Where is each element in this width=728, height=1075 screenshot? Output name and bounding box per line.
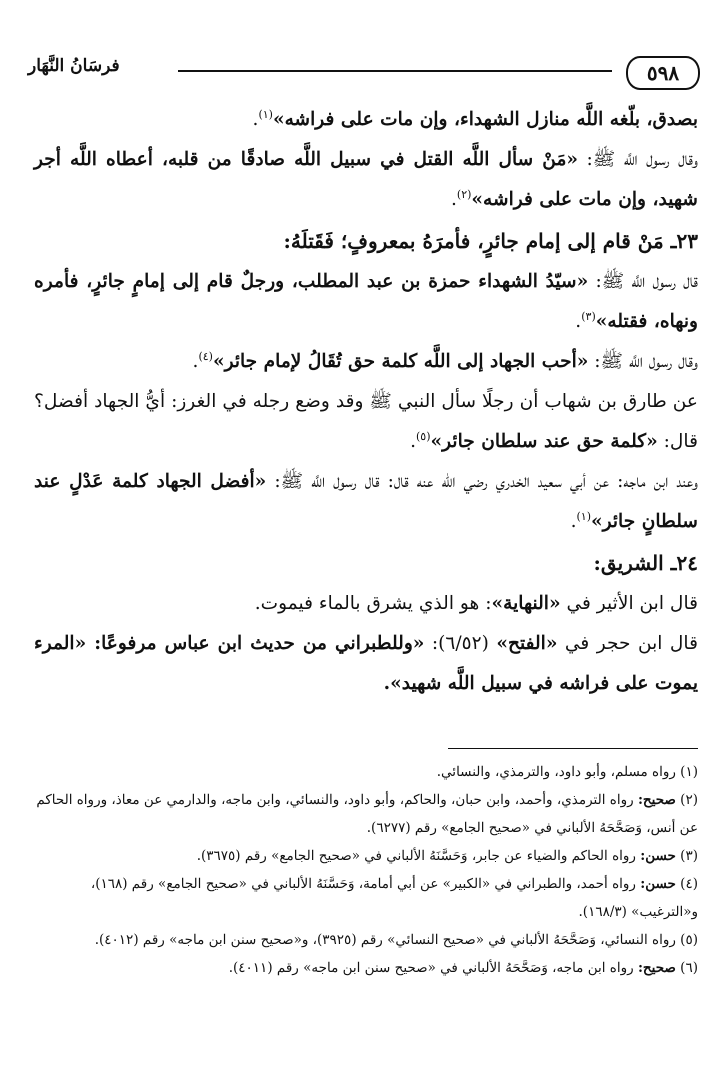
main-text <box>34 100 698 704</box>
text-run: وقال رسول اللَّه ﷺ: <box>588 351 698 372</box>
page-number-badge: ٥٩٨ <box>626 56 700 90</box>
footnote-ref: (٥) <box>416 429 431 443</box>
footnote-separator <box>448 748 698 749</box>
footnotes <box>34 758 698 982</box>
bold-text: «كلمة حق عند سلطان جائر» <box>430 431 658 452</box>
bold-text: «أفضل الجهاد كلمة عَدْلٍ عند سلطانٍ جائر» <box>34 471 698 532</box>
footnote <box>34 842 698 870</box>
page-header <box>28 52 700 92</box>
text-run: . <box>410 431 416 452</box>
bold-text: «سيّدُ الشهداء حمزة بن عبد المطلب، ورجلٌ قام إلى إمامٍ جائرٍ، فأمره ونهاه، فقتله» <box>34 271 698 332</box>
text-run: (٢) <box>675 792 698 808</box>
bold-text: صحيح: <box>637 960 676 976</box>
text-run: . <box>575 311 582 332</box>
section-heading: ٢٤ـ الشريق: <box>593 551 698 575</box>
text-run: . <box>252 109 259 130</box>
text-run: قال رسول اللَّه ﷺ: <box>588 271 698 292</box>
header-rule <box>178 70 612 72</box>
text-run: (٣) <box>675 848 698 864</box>
paragraph <box>34 584 698 624</box>
bold-text: «أحب الجهاد إلى اللَّه كلمة حق تُقَالُ لإمام جائر» <box>212 351 589 372</box>
text-run: قال ابن الأثير في <box>560 593 698 614</box>
bold-text: «مَنْ سأل اللَّه القتل في سبيل اللَّه صادقًا من قلبه، أعطاه اللَّه أجر شهيد، وإن مات على فراشه» <box>34 149 698 210</box>
footnote <box>34 786 698 842</box>
bold-text: «وللطبراني من حديث ابن عباس مرفوعًا: «المرء يموت على فراشه في سبيل اللَّه شهيد». <box>34 633 698 694</box>
footnote-ref: (٣) <box>581 309 596 323</box>
footnote <box>34 870 698 926</box>
footnote <box>34 926 698 954</box>
text-run: (٥) رواه النسائي، وَصَحَّحَهُ الألباني في «صحيح النسائي» رقم (٣٩٢٥)، و«صحيح سنن ابن ماجه» رقم (٤٠١٢). <box>94 932 698 948</box>
text-run: وقال رسول اللَّه ﷺ: <box>578 149 698 170</box>
paragraph <box>34 382 698 462</box>
text-run: . <box>192 351 199 372</box>
text-run: رواه الترمذي، وأحمد، وابن حبان، والحاكم، وأبو داود، والنسائي، وابن ماجه، والدارمي عن معاذ، ورواه الحاكم عن أنس، وَصَحَّحَهُ الألباني في «صحيح الجامع» رقم (٦٢٧٧). <box>36 792 698 836</box>
paragraph <box>34 624 698 704</box>
bold-text: «النهاية» <box>491 593 561 614</box>
bold-text: «الفتح» <box>496 633 558 654</box>
footnote <box>34 758 698 786</box>
footnote-ref: (١) <box>576 509 591 523</box>
footnote-ref: (٢) <box>456 187 472 201</box>
footnote-ref: (٤) <box>198 349 213 363</box>
text-run: . <box>570 511 577 532</box>
bold-text: حسن: <box>640 876 676 892</box>
text-run: رواه الحاكم والضياء عن جابر، وَحَسَّنَهُ الألباني في «صحيح الجامع» رقم (٣٦٧٥). <box>196 848 641 864</box>
paragraph <box>34 462 698 542</box>
text-run: وعند ابن ماجه: عن أبي سعيد الخدري رضي الله عنه قال: قال رسول اللَّه ﷺ: <box>266 471 699 492</box>
running-title: فرسَانُ النَّهَار <box>28 56 120 76</box>
text-run: (٤) <box>675 876 698 892</box>
text-run: (٦) <box>675 960 698 976</box>
text-run: رواه ابن ماجه، وَصَحَّحَهُ الألباني في «صحيح سنن ابن ماجه» رقم (٤٠١١). <box>228 960 638 976</box>
text-run: (٦/٥٢): <box>424 633 497 654</box>
paragraph <box>34 100 698 140</box>
text-run: (١) رواه مسلم، وأبو داود، والترمذي، والنسائي. <box>436 764 698 780</box>
bold-text: بصدق، بلّغه اللَّه منازل الشهداء، وإن مات على فراشه» <box>272 109 698 130</box>
footnote-ref: (١) <box>258 107 273 121</box>
text-run: قال ابن حجر في <box>557 633 698 654</box>
text-run: : هو الذي يشرق بالماء فيموت. <box>254 593 492 614</box>
bold-text: حسن: <box>640 848 676 864</box>
text-run: . <box>450 189 457 210</box>
paragraph <box>34 262 698 342</box>
section-heading: ٢٣ـ مَنْ قام إلى إمام جائرٍ، فأمرَهُ بمعروفٍ؛ فَقَتلَهُ: <box>283 229 698 253</box>
footnote <box>34 954 698 982</box>
paragraph <box>34 342 698 382</box>
text-run: رواه أحمد، والطبراني في «الكبير» عن أبي أمامة، وَحَسَّنَهُ الألباني في «صحيح الجامع» رقم (١٦٨)، و«الترغيب» (١٦٨/٣). <box>90 876 698 920</box>
paragraph <box>34 140 698 220</box>
text-run: عن طارق بن شهاب أن رجلًا سأل النبي ﷺ وقد وضع رجله في الغرز: أيُّ الجهاد أفضل؟ قال: <box>34 391 698 452</box>
bold-text: صحيح: <box>637 792 676 808</box>
